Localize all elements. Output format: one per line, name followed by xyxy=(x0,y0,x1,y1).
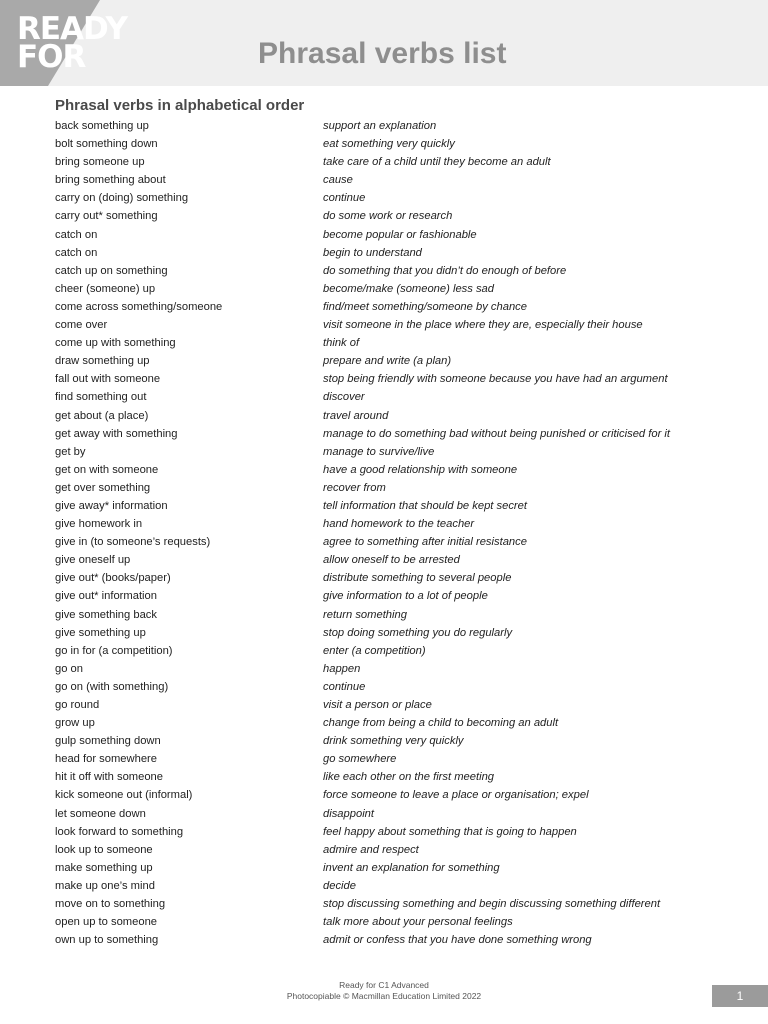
logo-text-ready: READY xyxy=(17,11,127,47)
verb-meaning: visit someone in the place where they are, especially their house xyxy=(323,319,643,332)
phrasal-verb: kick someone out (informal) xyxy=(55,789,193,802)
phrasal-verb: make up one’s mind xyxy=(55,879,155,892)
phrasal-verb: come over xyxy=(55,319,108,332)
verb-meaning: recover from xyxy=(323,481,386,494)
phrasal-verb: hit it off with someone xyxy=(55,771,163,784)
phrasal-verb: gulp something down xyxy=(55,735,161,748)
list-item xyxy=(0,443,768,461)
verb-meaning: force someone to leave a place or organisation; expel xyxy=(323,789,589,802)
list-item xyxy=(0,407,768,425)
list-item xyxy=(0,334,768,352)
list-item xyxy=(0,226,768,244)
list-item xyxy=(0,569,768,587)
phrasal-verb: give oneself up xyxy=(55,554,131,567)
verb-meaning: decide xyxy=(323,879,356,892)
verb-meaning: find/meet something/someone by chance xyxy=(323,300,527,313)
verb-meaning: become/make (someone) less sad xyxy=(323,282,494,295)
phrasal-verb: draw something up xyxy=(55,355,150,368)
phrasal-verb: let someone down xyxy=(55,807,146,820)
verb-meaning: return something xyxy=(323,608,407,621)
list-item xyxy=(0,280,768,298)
phrasal-verb: give something up xyxy=(55,626,146,639)
list-item xyxy=(0,859,768,877)
list-item xyxy=(0,786,768,804)
verb-meaning: allow oneself to be arrested xyxy=(323,554,460,567)
footer-book-title: Ready for C1 Advanced xyxy=(339,980,429,990)
list-item xyxy=(0,497,768,515)
phrasal-verb: get by xyxy=(55,445,86,458)
verb-meaning: eat something very quickly xyxy=(323,138,455,151)
verb-meaning: cause xyxy=(323,174,353,187)
verb-meaning: tell information that should be kept secret xyxy=(323,499,527,512)
phrasal-verb: give away* information xyxy=(55,499,168,512)
verb-meaning: prepare and write (a plan) xyxy=(323,355,452,368)
phrasal-verb: cheer (someone) up xyxy=(55,282,156,295)
phrasal-verb: get away with something xyxy=(55,427,178,440)
phrasal-verb: catch up on something xyxy=(55,264,168,277)
footer-copyright: Photocopiable © Macmillan Education Limited 2022 xyxy=(286,991,482,1001)
list-item xyxy=(0,660,768,678)
verb-meaning: begin to understand xyxy=(323,246,422,259)
list-item xyxy=(0,913,768,931)
verb-meaning: distribute something to several people xyxy=(323,572,512,585)
page-number: 1 xyxy=(712,985,768,1007)
verb-meaning: support an explanation xyxy=(323,120,437,132)
phrasal-verb: go on xyxy=(55,662,83,675)
verb-meaning: enter (a competition) xyxy=(323,644,426,657)
phrasal-verb: get over something xyxy=(55,481,151,494)
verb-meaning: drink something very quickly xyxy=(323,735,464,748)
phrasal-verb: bolt something down xyxy=(55,138,158,151)
list-item xyxy=(0,732,768,750)
list-item xyxy=(0,533,768,551)
phrasal-verb: back something up xyxy=(55,120,149,132)
page-header xyxy=(0,0,768,86)
phrasal-verb: catch on xyxy=(55,246,98,259)
list-item xyxy=(0,298,768,316)
verb-meaning: stop discussing something and begin discussing something different xyxy=(323,898,661,911)
list-item xyxy=(0,461,768,479)
phrasal-verb: get on with someone xyxy=(55,463,159,476)
phrasal-verb: give something back xyxy=(55,608,157,621)
verb-meaning: take care of a child until they become an adult xyxy=(323,156,551,169)
verb-meaning: become popular or fashionable xyxy=(323,228,477,241)
verb-meaning: stop being friendly with someone because you have had an argument xyxy=(323,373,668,386)
phrasal-verb: carry on (doing) something xyxy=(55,192,189,205)
verb-meaning: invent an explanation for something xyxy=(323,861,500,874)
verb-meaning: think of xyxy=(323,337,360,350)
section-heading: Phrasal verbs in alphabetical order xyxy=(55,97,305,114)
list-item xyxy=(0,823,768,841)
list-item xyxy=(0,678,768,696)
list-item xyxy=(0,207,768,225)
verb-meaning: do some work or research xyxy=(323,210,453,223)
verb-meaning: disappoint xyxy=(323,807,375,820)
phrasal-verb: bring someone up xyxy=(55,156,145,169)
list-item xyxy=(0,171,768,189)
verb-meaning: admit or confess that you have done something wrong xyxy=(323,934,592,947)
phrasal-verb: fall out with someone xyxy=(55,373,161,386)
list-item xyxy=(0,515,768,533)
verb-meaning: agree to something after initial resistance xyxy=(323,536,527,549)
list-item xyxy=(0,606,768,624)
verb-meaning: hand homework to the teacher xyxy=(323,518,475,531)
list-item xyxy=(0,135,768,153)
verb-meaning: do something that you didn’t do enough of before xyxy=(323,264,567,277)
list-item xyxy=(0,425,768,443)
phrasal-verb-list xyxy=(0,117,768,949)
phrasal-verb: give out* (books/paper) xyxy=(55,572,171,585)
list-item xyxy=(0,841,768,859)
phrasal-verb: head for somewhere xyxy=(55,753,157,766)
phrasal-verb: come up with something xyxy=(55,337,176,350)
list-item xyxy=(0,370,768,388)
phrasal-verb: open up to someone xyxy=(55,916,158,929)
phrasal-verb: bring something about xyxy=(55,174,166,187)
list-item xyxy=(0,388,768,406)
page-footer xyxy=(0,980,768,1002)
verb-meaning: have a good relationship with someone xyxy=(323,463,518,476)
list-item xyxy=(0,696,768,714)
phrasal-verb: give out* information xyxy=(55,590,157,603)
verb-meaning: visit a person or place xyxy=(323,699,432,711)
page-title: Phrasal verbs list xyxy=(258,37,507,70)
phrasal-verb: look up to someone xyxy=(55,843,153,856)
list-item xyxy=(0,768,768,786)
verb-meaning: feel happy about something that is going to happen xyxy=(323,825,577,838)
verb-meaning: manage to do something bad without being punished or criticised for it xyxy=(323,427,671,440)
list-item xyxy=(0,117,768,135)
verb-meaning: happen xyxy=(323,662,361,675)
verb-meaning: stop doing something you do regularly xyxy=(323,626,513,639)
phrasal-verb: carry out* something xyxy=(55,210,158,223)
phrasal-verb: go in for (a competition) xyxy=(55,644,173,657)
phrasal-verb: give homework in xyxy=(55,518,143,531)
phrasal-verb: go on (with something) xyxy=(55,680,169,693)
phrasal-verb: find something out xyxy=(55,391,147,404)
phrasal-verb: grow up xyxy=(55,717,95,730)
verb-meaning: continue xyxy=(323,680,366,693)
list-item xyxy=(0,189,768,207)
list-item xyxy=(0,750,768,768)
list-item xyxy=(0,479,768,497)
list-item xyxy=(0,316,768,334)
verb-meaning: go somewhere xyxy=(323,753,397,766)
list-item xyxy=(0,895,768,913)
verb-meaning: admire and respect xyxy=(323,843,419,856)
verb-meaning: discover xyxy=(323,391,365,404)
list-item xyxy=(0,624,768,642)
verb-meaning: give information to a lot of people xyxy=(323,590,488,603)
list-item xyxy=(0,587,768,605)
verb-meaning: like each other on the first meeting xyxy=(323,771,495,784)
phrasal-verb: catch on xyxy=(55,228,98,241)
list-item xyxy=(0,352,768,370)
phrasal-verb: own up to something xyxy=(55,934,159,947)
verb-meaning: travel around xyxy=(323,409,389,422)
list-item xyxy=(0,551,768,569)
phrasal-verb: get about (a place) xyxy=(55,409,149,422)
list-item xyxy=(0,642,768,660)
list-item xyxy=(0,262,768,280)
phrasal-verb: look forward to something xyxy=(55,825,184,838)
verb-meaning: manage to survive/live xyxy=(323,445,435,458)
logo-text-for: FOR xyxy=(17,39,86,75)
phrasal-verb: come across something/someone xyxy=(55,300,223,313)
verb-meaning: talk more about your personal feelings xyxy=(323,916,513,929)
list-item xyxy=(0,244,768,262)
phrasal-verb: give in (to someone’s requests) xyxy=(55,536,211,549)
phrasal-verb: go round xyxy=(55,699,100,711)
phrasal-verb: make something up xyxy=(55,861,153,874)
list-item xyxy=(0,931,768,949)
phrasal-verb: move on to something xyxy=(55,898,166,911)
list-item xyxy=(0,877,768,895)
verb-meaning: continue xyxy=(323,192,366,205)
verb-meaning: change from being a child to becoming an adult xyxy=(323,717,559,730)
list-item xyxy=(0,714,768,732)
list-item xyxy=(0,805,768,823)
list-item xyxy=(0,153,768,171)
